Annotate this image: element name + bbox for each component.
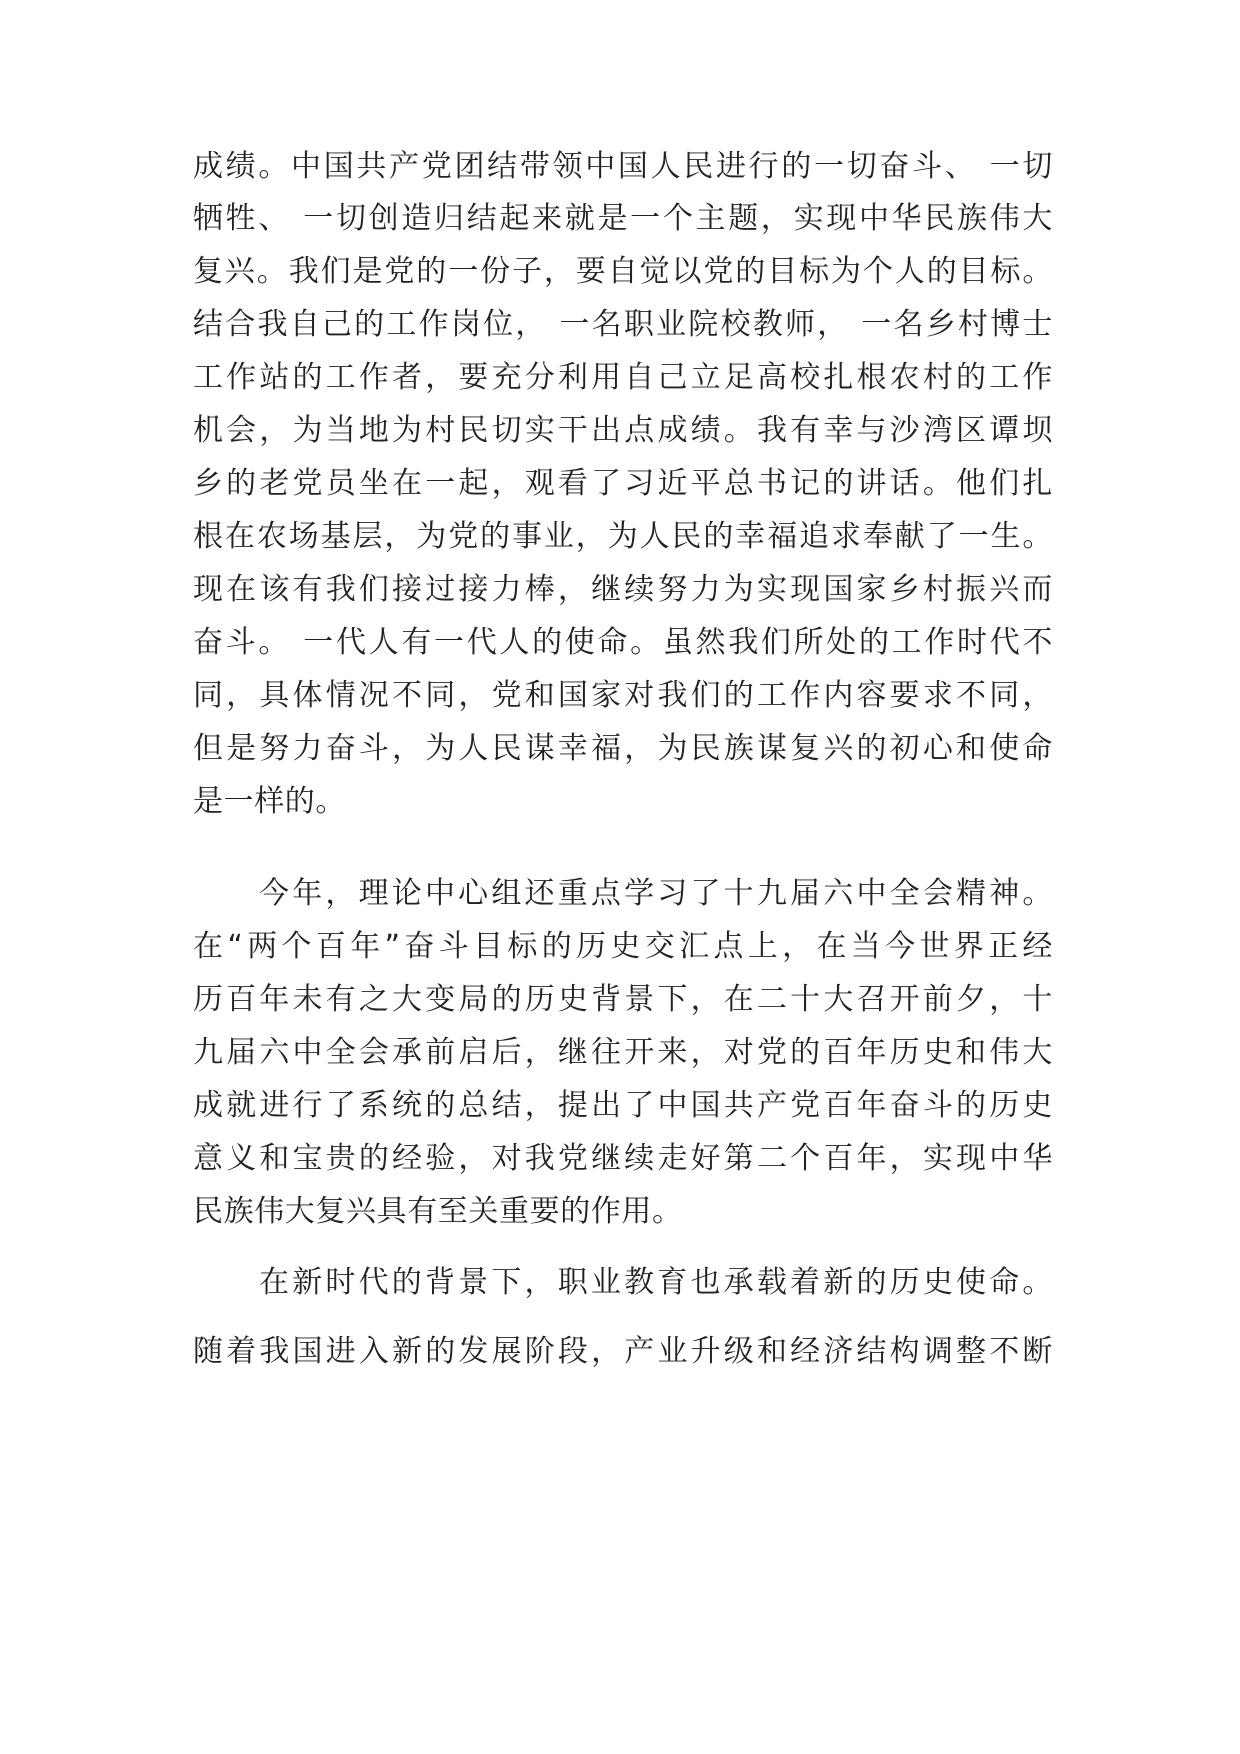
- paragraph-1-line-7: 乡的老党员坐在一起，观看了习近平总书记的讲话。他们扎: [193, 466, 1053, 501]
- paragraph-2-line-6: 意义和宝贵的经验，对我党继续走好第二个百年，实现中华: [193, 1141, 1053, 1176]
- paragraph-1-line-11: 同，具体情况不同，党和国家对我们的工作内容要求不同，: [193, 678, 1053, 713]
- paragraph-2-line-7: 民族伟大复兴具有至关重要的作用。: [193, 1194, 683, 1229]
- paragraph-1-line-4: 结合我自己的工作岗位， 一名职业院校教师， 一名乡村博士: [193, 307, 1053, 342]
- paragraph-2-line-1: 今年，理论中心组还重点学习了十九届六中全会精神。: [259, 876, 1053, 911]
- paragraph-1-line-13: 是一样的。: [193, 784, 346, 819]
- paragraph-2-line-3: 历百年未有之大变局的历史背景下，在二十大召开前夕，十: [193, 982, 1053, 1017]
- paragraph-1-line-6: 机会，为当地为村民切实干出点成绩。我有幸与沙湾区谭坝: [193, 413, 1053, 448]
- paragraph-3-line-1: 在新时代的背景下，职业教育也承载着新的历史使命。: [259, 1265, 1053, 1300]
- paragraph-1-line-3: 复兴。我们是党的一份子，要自觉以党的目标为个人的目标。: [193, 254, 1053, 289]
- paragraph-1-line-1: 成绩。中国共产党团结带领中国人民进行的一切奋斗、 一切: [193, 149, 1053, 184]
- paragraph-1-line-5: 工作站的工作者，要充分利用自己立足高校扎根农村的工作: [193, 360, 1053, 395]
- paragraph-1-line-12: 但是努力奋斗，为人民谋幸福，为民族谋复兴的初心和使命: [193, 731, 1053, 766]
- paragraph-2-line-5: 成就进行了系统的总结，提出了中国共产党百年奋斗的历史: [193, 1088, 1053, 1123]
- paragraph-2-line-2: 在“两个百年”奋斗目标的历史交汇点上，在当今世界正经: [193, 929, 1053, 964]
- paragraph-1-line-10: 奋斗。 一代人有一代人的使命。虽然我们所处的工作时代不: [193, 625, 1053, 660]
- paragraph-1-line-9: 现在该有我们接过接力棒，继续努力为实现国家乡村振兴而: [193, 572, 1053, 607]
- paragraph-1-line-8: 根在农场基层，为党的事业，为人民的幸福追求奉献了一生。: [193, 519, 1053, 554]
- paragraph-1-line-2: 牺牲、 一切创造归结起来就是一个主题，实现中华民族伟大: [193, 201, 1053, 236]
- paragraph-3-line-2: 随着我国进入新的发展阶段，产业升级和经济结构调整不断: [193, 1334, 1053, 1369]
- paragraph-2-line-4: 九届六中全会承前启后，继往开来，对党的百年历史和伟大: [193, 1035, 1053, 1070]
